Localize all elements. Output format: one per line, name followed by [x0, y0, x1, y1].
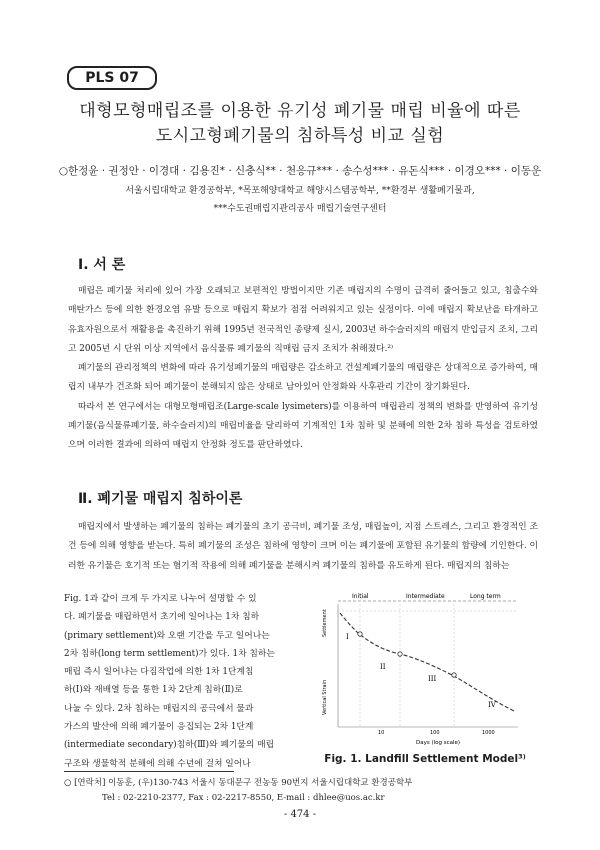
transition-point: [358, 632, 362, 636]
author-list: ○한정윤 · 권정안 · 이경대 · 김용진* · 신충식** · 천응규*** · 송수성*** · 유돈식*** · 이경오*** · 이동운: [58, 165, 542, 177]
region-label-iii: III: [428, 675, 437, 683]
phase-label-intermediate: Intermediate: [406, 593, 445, 600]
affiliation-line-2: ***수도권매립지관리공사 매립기술연구센터: [213, 204, 387, 214]
settlement-theory-intro: [68, 518, 538, 576]
paragraph: 따라서 본 연구에서는 대형모형매립조(Large-scale lysimeters)를 이용하여 매립관리 정책의 변화를 반영하여 유기성 폐기물(음식물류폐기물, 하수슬러지)의 매립비율을 달리하여 기계적인 1차 침하 및 분해에 의한 2차 침하 특성을 검토하였으며 이러한 결과에 의하여 매립지 안정화 정도를 판단하였다.: [68, 401, 538, 451]
y-axis-label: Vertical Strain: [322, 679, 328, 715]
paper-title-line-1: 대형모형매립조를 이용한 유기성 폐기물 매립 비율에 따른: [79, 101, 521, 121]
column-line: (intermediate secondary)침하(Ⅲ)와 폐기물의 매립: [64, 740, 275, 751]
x-axis-label: Days (log scale): [416, 740, 461, 746]
phase-label-long-term: Long term: [470, 593, 501, 600]
x-tick: 10: [378, 730, 385, 736]
session-badge: PLS 07: [67, 66, 157, 90]
phase-label-initial: Initial: [352, 593, 369, 600]
column-line: 구조와 생물학적 분해에 의해 수년에 걸쳐 일어나: [64, 758, 251, 769]
column-line: Fig. 1과 같이 크게 두 가지로 나누어 설명할 수 있: [64, 594, 257, 604]
y-axis-label-settlement: Settlement: [322, 609, 328, 637]
paragraph: 매립은 폐기물 처리에 있어 가장 오래되고 보편적인 방법이지만 기존 매립지의 수명이 급격히 줄어들고 있고, 침출수와 매탄가스 등에 의한 환경오염 유발 등으로 매립지 확보가 점점 어려워지고 있는 실정이다. 이에 매립지 확보난을 타개하고 유효자원으로서 재활용을 촉진하기 위해 1995년 전국적인 종량제 실시, 2003년 하수슬러지의 매립지 반입금지 조치, 그리고 2005년 시 단위 이상 지역에서 음식물류 폐기물의 직매립 금지 조치가 취해졌다.²⁾: [68, 286, 538, 354]
figure-caption: Fig. 1. Landfill Settlement Model³⁾: [324, 753, 526, 765]
column-line: 하(Ⅰ)와 재배열 등을 통한 1차 2단계 침하(Ⅱ)로: [64, 685, 243, 696]
section-heading-settlement-theory: Ⅱ. 폐기물 매립지 침하이론: [78, 491, 243, 507]
landfill-settlement-figure: [318, 589, 524, 749]
page-number: - 474 -: [283, 809, 317, 820]
column-line: 2차 침하(long term settlement)가 있다. 1차 침하는: [64, 648, 275, 659]
paragraph: 폐기물의 관리정책의 변화에 따라 유기성폐기물의 매립량은 감소하고 건설계폐기물의 매립량은 상대적으로 증가하여, 매립지 내부가 건조화 되어 폐기물이 분해되지 않은 상태로 남아있어 안정화와 사후관리 기간이 장기화된다.: [68, 363, 538, 393]
region-label-ii: II: [380, 663, 386, 671]
footnote-line-2: Tel : 02-2210-2377, Fax : 02-2217-8550, E-mail : dhlee@uos.ac.kr: [102, 793, 385, 803]
column-line: 가스의 발산에 의해 폐기물이 응집되는 2차 1단계: [64, 722, 254, 733]
footnote-line-1: ○ [연락처] 이동훈, (우)130-743 서울시 동대문구 전농동 90번지 서울시립대학교 환경공학부: [64, 778, 413, 788]
affiliation-line-1: 서울시립대학교 환경공학부, *목포해양대학교 해양시스템공학부, **환경부 생활폐기물과,: [125, 186, 475, 196]
column-line: 나눌 수 있다. 2차 침하는 매립지의 공극에서 물과: [64, 703, 254, 714]
paper-title-line-2: 도시고형폐기물의 침하특성 비교 실험: [155, 126, 445, 146]
introduction-body: [68, 282, 538, 456]
x-tick: 1000: [482, 730, 495, 736]
settlement-curve: [340, 613, 514, 711]
column-line: 다. 폐기물을 매립하면서 초기에 일어나는 1차 침하: [64, 612, 260, 623]
column-line: (primary settlement)와 오랜 기간을 두고 일어나는: [64, 630, 270, 641]
paragraph: 매립지에서 발생하는 폐기물의 침하는 폐기물의 초기 공극비, 폐기물 조성, 매립높이, 지점 스트레스, 그리고 환경적인 조건 등에 의해 영향을 받는다. 특히 폐기물의 조성은 침하에 영향이 크며 이는 폐기물에 포함된 유기물의 함량에 기인한다. 이러한 유기물은 호기적 또는 혐기적 작용에 의해 폐기물을 분해시켜 폐기물의 침하를 유도하게 된다. 매립지의 침하는: [68, 522, 538, 571]
contact-footnote: [64, 776, 412, 806]
footnote-divider: [64, 771, 234, 772]
transition-point: [452, 673, 456, 677]
x-tick: 100: [430, 730, 440, 736]
transition-point: [398, 652, 402, 656]
section-heading-introduction: Ⅰ. 서 론: [78, 257, 126, 273]
column-line: 매립 즉시 일어나는 다짐작업에 의한 1차 1단계침: [64, 667, 254, 678]
region-label-i: I: [346, 633, 349, 641]
region-label-iv: IV: [488, 701, 496, 709]
settlement-theory-column: [64, 590, 306, 773]
